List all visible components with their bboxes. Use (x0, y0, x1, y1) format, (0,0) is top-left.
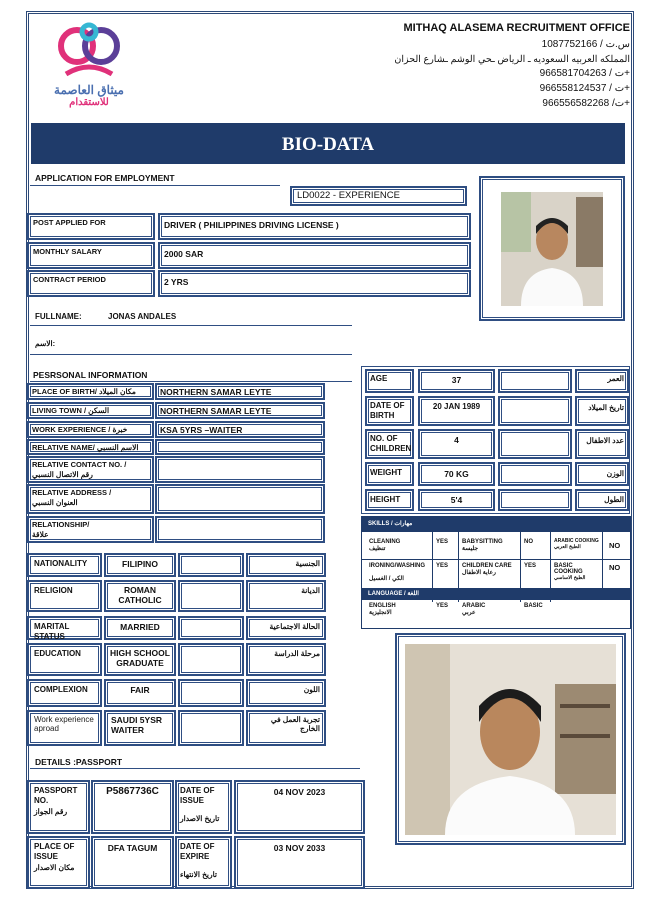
dob-ar: تاريخ الميلاد (588, 403, 624, 412)
education-value-1: HIGH SCHOOL (110, 648, 170, 658)
place-ar: مكان الاصدار (34, 863, 75, 872)
passport-no-label-1: PASSPORT (34, 786, 78, 795)
photo-frame-small (479, 176, 625, 321)
passport-no-label-2: NO. (34, 796, 49, 805)
expiry-value: 03 NOV 2033 (273, 843, 326, 853)
education-ar: مرحلة الدراسة (274, 649, 320, 658)
age-value: 37 (451, 375, 462, 385)
relative-contact-value-cell (155, 456, 325, 483)
passport-no-ar: رقم الجواز (34, 807, 68, 816)
office-phone-1: ت / 966581704263+ (539, 68, 630, 79)
work-label-cell: WORK EXPERIENCE / خبرة (27, 421, 154, 438)
fullname-value: JONAS ANDALES (108, 312, 177, 321)
religion-label: RELIGION (34, 586, 73, 595)
abroad-value-2: WAITER (111, 725, 145, 735)
skills-table (361, 516, 631, 629)
complexion-value: FAIR (130, 685, 150, 695)
skill-childcare-value: YES (524, 563, 537, 569)
nationality-ar: الجنسية (295, 559, 320, 568)
skill-ironing: IRONING/WASHING الكي / الغسيل (369, 563, 426, 582)
office-name: MITHAQ ALASEMA RECRUITMENT OFFICE (403, 22, 630, 34)
weight-value: 70 KG (444, 469, 469, 479)
issue-label-2: ISSUE (180, 796, 205, 805)
weight-label: WEIGHT (370, 468, 402, 477)
skill-ironing-value: YES (436, 563, 449, 569)
post-label-cell: POST APPLIED FOR (27, 213, 155, 240)
weight-ar: الوزن (606, 469, 624, 478)
title-bar (31, 123, 625, 164)
office-cr: س.ت / 1087752166 (541, 39, 630, 50)
reference-code: LD0022 - EXPERIENCE (297, 190, 400, 201)
issue-ar: تاريخ الاصدار (180, 814, 220, 823)
skill-cleaning-value: YES (436, 539, 449, 545)
birth-place-label-cell: PLACE OF BIRTH/ مكان الميلاد (27, 383, 154, 400)
expiry-label-2: EXPIRE (180, 852, 210, 861)
dob-value: 20 JAN 1989 (432, 402, 481, 411)
fullname-ar-label: الاسم: (35, 339, 56, 348)
place-label-2: ISSUE (34, 852, 59, 861)
issue-value: 04 NOV 2023 (273, 787, 326, 797)
page-title: BIO-DATA (281, 134, 375, 155)
issue-label-1: DATE OF (180, 786, 215, 795)
skill-basic-cooking: BASIC COOKING الطبخ الاساسي (554, 563, 586, 581)
application-heading: APPLICATION FOR EMPLOYMENT (35, 173, 175, 183)
work-value-cell: KSA 5YRS –WAITER (155, 421, 325, 438)
office-address: المملكه العربيه السعوديه ـ الرياض ـحي الوشم ـشارع الحزان (394, 54, 630, 65)
height-label: HEIGHT (370, 495, 401, 504)
relative-name-value-cell (155, 439, 325, 455)
nationality-value: FILIPINO (122, 559, 158, 569)
age-ar: العمر (607, 374, 624, 383)
height-ar: الطول (604, 495, 624, 504)
logo-text-ar: ميثاق العاصمة (54, 83, 124, 97)
skill-babysitting-value: NO (524, 539, 533, 545)
relationship-value-cell (155, 516, 325, 543)
education-label: EDUCATION (34, 649, 81, 658)
abroad-ar-1: تجربة العمل في (270, 715, 320, 724)
place-label-1: PLACE OF (34, 842, 75, 851)
marital-value: MARRIED (120, 622, 160, 632)
office-phone-2: ت / 966558124537+ (539, 83, 630, 94)
marital-ar: الحالة الاجتماعية (269, 622, 320, 631)
children-ar: عدد الاطفال (586, 436, 624, 445)
children-label-2: CHILDREN (370, 444, 412, 453)
abroad-value-1: SAUDI 5YSR (111, 715, 163, 725)
height-value: 5'4 (450, 495, 463, 505)
abroad-ar-2: الخارج (300, 724, 320, 733)
relative-address-value-cell (155, 484, 325, 514)
skills-heading: SKILLS / مهارات (362, 517, 630, 532)
language-english-value: YES (436, 603, 449, 609)
religion-value-2: CATHOLIC (118, 595, 162, 605)
language-heading: LANGUAGE / اللغة (362, 588, 630, 600)
office-phone-3: ت/ 966556582268+ (542, 98, 630, 109)
expiry-ar: تاريخ الانتهاء (180, 870, 217, 879)
skill-arabic-cooking: ARABIC COOKING الطبخ العربي (554, 538, 599, 550)
abroad-label-1: Work experience (34, 715, 94, 724)
place-value: DFA TAGUM (107, 843, 158, 853)
complexion-label: COMPLEXION (34, 685, 88, 694)
salary-label-cell: MONTHLY SALARY (27, 242, 155, 269)
applicant-photo-large (405, 644, 616, 835)
post-value-cell: DRIVER ( PHILIPPINES DRIVING LICENSE ) (158, 213, 471, 240)
passport-heading: DETAILS :PASSPORT (35, 757, 123, 767)
language-english: ENGLISH الانجليزية (369, 603, 396, 616)
dob-label-2: BIRTH (370, 411, 395, 420)
living-label-cell: LIVING TOWN / السكن (27, 402, 154, 419)
religion-value-1: ROMAN (123, 585, 157, 595)
marital-label: MARITAL STATUS (34, 622, 70, 641)
language-arabic: ARABIC عربي (462, 603, 486, 616)
photo-frame-large (395, 633, 626, 845)
skill-babysitting: BABYSITTING جليسة (462, 539, 503, 552)
birth-place-value-cell: NORTHERN SAMAR LEYTE (155, 383, 325, 400)
personal-heading: PESRSONAL INFORMATION (33, 370, 148, 380)
dob-label-1: DATE OF (370, 401, 405, 410)
reference-code-box (290, 186, 467, 206)
skill-cleaning: CLEANING تنظيف (369, 539, 401, 552)
relative-contact-label-cell: RELATIVE CONTACT NO. / رقم الاتصال النسبي (27, 456, 154, 483)
children-value: 4 (454, 435, 459, 445)
relative-address-label-cell: RELATIVE ADDRESS / العنوان النسبي (27, 484, 154, 514)
relationship-label-cell: RELATIONSHIP/ علاقة (27, 516, 154, 543)
complexion-ar: اللون (303, 685, 320, 694)
living-value-cell: NORTHERN SAMAR LEYTE (155, 402, 325, 419)
skill-arabic-cooking-value: NO (609, 541, 621, 550)
fullname-label: FULLNAME: (35, 312, 82, 321)
children-label-1: NO. OF (370, 434, 398, 443)
period-value-cell: 2 YRS (158, 270, 471, 297)
period-label-cell: CONTRACT PERIOD (27, 270, 155, 297)
logo-subtext-ar: للاستقدام (69, 97, 109, 108)
language-arabic-value: BASIC (524, 603, 543, 609)
abroad-label-2: aproad (34, 724, 59, 733)
relative-name-label-cell: RELATIVE NAME/ الاسم النسبي (27, 439, 154, 455)
nationality-label: NATIONALITY (34, 559, 88, 568)
skill-basic-cooking-value: NO (609, 563, 621, 572)
skill-childcare: CHILDREN CARE رعاية الاطفال (462, 563, 512, 576)
education-value-2: GRADUATE (116, 658, 164, 668)
age-label: AGE (370, 374, 388, 383)
passport-no-value: P5867736C (106, 786, 159, 797)
applicant-photo-small (501, 192, 603, 306)
salary-value-cell: 2000 SAR (158, 242, 471, 269)
expiry-label-1: DATE OF (180, 842, 215, 851)
company-logo (46, 20, 132, 110)
religion-ar: الديانة (301, 586, 320, 595)
logo-mark-icon (46, 20, 132, 82)
